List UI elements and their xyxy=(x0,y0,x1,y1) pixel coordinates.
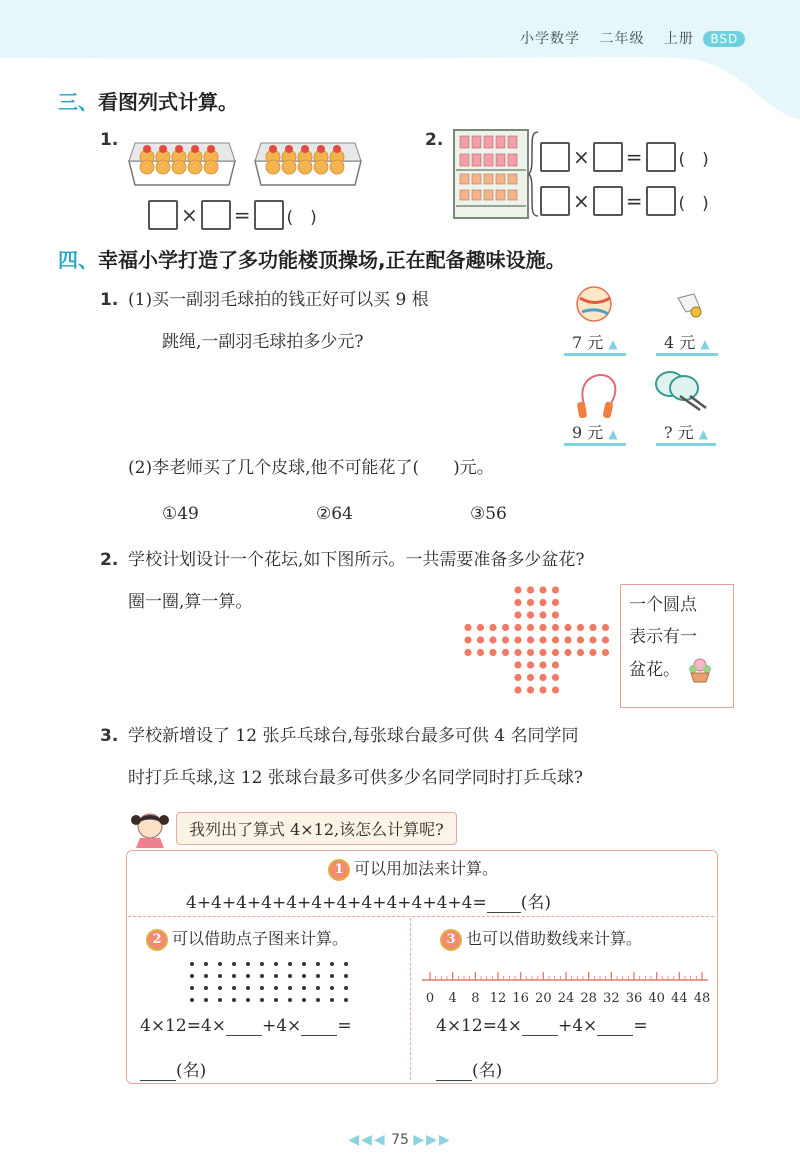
flower-dot xyxy=(589,649,596,656)
answer-blank[interactable] xyxy=(301,1017,337,1036)
curly-brace-icon xyxy=(528,130,540,218)
flower-dot xyxy=(502,649,509,656)
answer-blank[interactable] xyxy=(140,1062,176,1081)
header-volume: 上册 xyxy=(663,31,694,47)
array-dot xyxy=(274,998,278,1002)
array-dot xyxy=(246,998,250,1002)
ball-icon xyxy=(574,284,614,324)
girl-avatar-icon xyxy=(128,808,172,848)
array-dot xyxy=(330,998,334,1002)
section3-title xyxy=(58,86,238,115)
s4-q3-line2: 时打乒乓球,这 12 张球台最多可供多少名同学同时打乒乓球? xyxy=(128,768,583,788)
flower-dot xyxy=(464,649,471,656)
array-dot xyxy=(246,974,250,978)
s4-q2-number: 2. xyxy=(100,550,119,570)
array-dot xyxy=(288,962,292,966)
flower-dot xyxy=(539,686,546,693)
array-dot xyxy=(344,962,348,966)
array-dot xyxy=(316,998,320,1002)
array-dot xyxy=(218,962,222,966)
dot-array-4x12[interactable] xyxy=(186,958,356,1008)
s3-q1-number: 1. xyxy=(100,130,119,150)
flower-dot xyxy=(514,686,521,693)
flower-dot xyxy=(527,611,534,618)
flower-dot xyxy=(514,636,521,643)
answer-box[interactable] xyxy=(254,200,284,230)
answer-blank[interactable] xyxy=(522,1017,558,1036)
array-dot xyxy=(316,962,320,966)
array-dot xyxy=(204,998,208,1002)
array-dot xyxy=(204,986,208,990)
flower-dot xyxy=(477,624,484,631)
section3-number: 三、 xyxy=(58,90,98,114)
method-1-title: 1 可以用加法来计算。 xyxy=(328,856,498,881)
flower-dot xyxy=(477,636,484,643)
array-dot xyxy=(260,974,264,978)
array-dot xyxy=(288,974,292,978)
s3-q1-equation xyxy=(148,200,317,230)
legend-note xyxy=(620,584,734,708)
badminton-racket-icon xyxy=(650,366,710,416)
unit-paren: ( ) xyxy=(678,193,709,214)
array-dot xyxy=(218,974,222,978)
right-arrows-icon: ▶▶▶ xyxy=(413,1132,452,1148)
flower-dot xyxy=(564,636,571,643)
note-line-2: 表示有一 xyxy=(629,627,697,648)
s3-q2-number: 2. xyxy=(425,130,444,150)
number-line-label: 4 xyxy=(448,991,457,1006)
answer-box[interactable] xyxy=(646,142,676,172)
flower-dot xyxy=(527,624,534,631)
flower-dot xyxy=(489,624,496,631)
s4-q1-part2: (2)李老师买了几个皮球,他不可能花了( )元。 xyxy=(128,458,494,478)
answer-box[interactable] xyxy=(593,142,623,172)
equals-sign: = xyxy=(625,145,643,169)
flower-dot xyxy=(552,686,559,693)
shuttlecock-price: 4 元 ▲ xyxy=(656,330,718,356)
divider xyxy=(410,918,411,1080)
flower-dot xyxy=(552,636,559,643)
answer-box[interactable] xyxy=(540,142,570,172)
flower-dot xyxy=(502,624,509,631)
shuttlecock-icon xyxy=(672,290,706,320)
flower-dot xyxy=(602,636,609,643)
flower-dot xyxy=(514,611,521,618)
header-info xyxy=(520,28,759,48)
array-dot xyxy=(190,986,194,990)
array-dot xyxy=(232,986,236,990)
section4-title-text: 幸福小学打造了多功能楼顶操场,正在配备趣味设施。 xyxy=(98,248,566,272)
times-sign: × xyxy=(181,203,198,227)
array-dot xyxy=(330,962,334,966)
array-dot xyxy=(190,998,194,1002)
number-line-label: 16 xyxy=(512,991,529,1006)
flower-dot xyxy=(464,624,471,631)
flower-dot xyxy=(489,649,496,656)
answer-blank[interactable] xyxy=(436,1062,472,1081)
method-1-expression: 4+4+4+4+4+4+4+4+4+4+4+4= (名) xyxy=(186,893,551,913)
speech-bubble: 我列出了算式 4×12,该怎么计算呢? xyxy=(176,812,457,845)
flower-dot xyxy=(539,624,546,631)
flower-dot xyxy=(589,636,596,643)
flower-dot xyxy=(477,649,484,656)
flower-dot xyxy=(552,611,559,618)
note-line-1: 一个圆点 xyxy=(629,595,697,615)
answer-box[interactable] xyxy=(646,186,676,216)
header-grade: 二年级 xyxy=(599,31,645,47)
array-dot xyxy=(302,962,306,966)
flower-dot xyxy=(527,599,534,606)
rope-price: 9 元 ▲ xyxy=(564,420,626,446)
array-dot xyxy=(204,974,208,978)
flower-dot xyxy=(539,661,546,668)
array-dot xyxy=(246,986,250,990)
array-dot xyxy=(316,986,320,990)
section4-number: 四、 xyxy=(58,248,98,272)
number-line-label: 12 xyxy=(489,991,507,1006)
flower-dot xyxy=(577,636,584,643)
array-dot xyxy=(330,974,334,978)
array-dot xyxy=(344,998,348,1002)
array-dot xyxy=(260,962,264,966)
flower-dot xyxy=(564,624,571,631)
s3-q2-equation-1 xyxy=(540,142,709,172)
flower-dot xyxy=(527,636,534,643)
number-line-label: 32 xyxy=(603,991,620,1006)
array-dot xyxy=(190,962,194,966)
magnifier-icon-2: 2 xyxy=(146,929,168,951)
flower-dot xyxy=(602,624,609,631)
answer-blank[interactable] xyxy=(226,1017,262,1036)
flower-dot xyxy=(514,599,521,606)
method-3-answer: (名) xyxy=(436,1056,502,1081)
array-dot xyxy=(232,962,236,966)
s4-q1-part1-line2: 跳绳,一副羽毛球拍多少元? xyxy=(162,332,364,352)
array-dot xyxy=(330,986,334,990)
s4-q2-line1: 学校计划设计一个花坛,如下图所示。一共需要准备多少盆花? xyxy=(128,550,585,570)
flower-dot xyxy=(552,586,559,593)
flower-dot xyxy=(514,661,521,668)
flower-dot xyxy=(539,586,546,593)
magnifier-icon-1: 1 xyxy=(328,859,350,881)
flower-dot xyxy=(552,599,559,606)
flower-dot xyxy=(539,649,546,656)
flower-dot xyxy=(577,649,584,656)
number-line-label: 44 xyxy=(671,991,688,1006)
equals-sign: = xyxy=(233,203,251,227)
method-2-expression: 4×12=4× +4× = xyxy=(140,1016,352,1036)
divider xyxy=(128,916,714,917)
array-dot xyxy=(302,986,306,990)
array-dot xyxy=(260,998,264,1002)
method-2-title: 2 可以借助点子图来计算。 xyxy=(146,926,348,951)
section3-title-text: 看图列式计算。 xyxy=(98,90,238,114)
array-dot xyxy=(246,962,250,966)
flower-dot xyxy=(564,649,571,656)
flower-dot xyxy=(489,636,496,643)
array-dot xyxy=(218,986,222,990)
array-dot xyxy=(190,974,194,978)
number-line-label: 28 xyxy=(580,991,597,1006)
unit-paren: ( ) xyxy=(678,149,709,170)
flower-dot xyxy=(527,661,534,668)
page-number: 75 xyxy=(391,1132,409,1148)
flower-dot xyxy=(539,674,546,681)
s4-q1-part1-line1: (1)买一副羽毛球拍的钱正好可以买 9 根 xyxy=(128,290,429,310)
array-dot xyxy=(274,974,278,978)
page-footer xyxy=(0,1132,800,1148)
s4-q1-number: 1. xyxy=(100,290,119,310)
number-line-label: 40 xyxy=(648,991,665,1006)
array-dot xyxy=(232,974,236,978)
flower-dot xyxy=(552,624,559,631)
jump-rope-icon xyxy=(570,368,624,420)
flower-pot-icon xyxy=(685,657,715,683)
flower-dot xyxy=(502,636,509,643)
array-dot xyxy=(204,962,208,966)
unit-paren: ( ) xyxy=(286,207,317,228)
s4-q2-line2: 圈一圈,算一算。 xyxy=(128,592,253,612)
flower-dot xyxy=(527,586,534,593)
number-line-label: 24 xyxy=(557,991,575,1006)
array-dot xyxy=(218,998,222,1002)
array-dot xyxy=(260,986,264,990)
number-line-label: 48 xyxy=(693,991,711,1006)
answer-blank[interactable] xyxy=(597,1017,633,1036)
array-dot xyxy=(274,962,278,966)
number-line-label: 36 xyxy=(625,991,643,1006)
fruit-tray-illustration xyxy=(125,133,375,189)
number-line-label: 8 xyxy=(471,991,480,1006)
flower-dot xyxy=(552,661,559,668)
flower-dot xyxy=(514,649,521,656)
number-line[interactable] xyxy=(418,968,712,1014)
method-3-expression: 4×12=4× +4× = xyxy=(436,1016,648,1036)
left-arrows-icon: ◀◀◀ xyxy=(348,1132,387,1148)
s4-q3-line1: 学校新增设了 12 张乒乓球台,每张球台最多可供 4 名同学同 xyxy=(128,726,579,746)
array-dot xyxy=(232,998,236,1002)
method-3-title: 3 也可以借助数线来计算。 xyxy=(440,926,642,951)
flowerbed-dot-grid[interactable] xyxy=(460,584,620,704)
option-3[interactable]: ③56 xyxy=(470,504,507,524)
array-dot xyxy=(288,986,292,990)
equals-sign: = xyxy=(625,189,643,213)
flower-dot xyxy=(589,624,596,631)
answer-blank[interactable] xyxy=(487,894,521,913)
vending-shelf-illustration xyxy=(452,128,532,220)
section4-title xyxy=(58,244,566,273)
array-dot xyxy=(344,974,348,978)
flower-dot xyxy=(602,649,609,656)
method-2-answer: (名) xyxy=(140,1056,206,1081)
answer-box[interactable] xyxy=(593,186,623,216)
array-dot xyxy=(288,998,292,1002)
s4-q3-number: 3. xyxy=(100,726,119,746)
flower-dot xyxy=(539,636,546,643)
option-1[interactable]: ①49 xyxy=(162,504,199,524)
header-subject: 小学数学 xyxy=(520,31,580,47)
flower-dot xyxy=(539,599,546,606)
racket-price: ? 元 ▲ xyxy=(656,420,716,446)
number-line-label: 0 xyxy=(425,991,435,1006)
flower-dot xyxy=(514,674,521,681)
ball-price: 7 元 ▲ xyxy=(564,330,626,356)
flower-dot xyxy=(552,674,559,681)
header-badge: BSD xyxy=(703,31,745,47)
times-sign: × xyxy=(573,189,590,213)
flower-dot xyxy=(514,624,521,631)
flower-dot xyxy=(527,649,534,656)
s3-q2-equation-2 xyxy=(540,186,709,216)
answer-box[interactable] xyxy=(201,200,231,230)
flower-dot xyxy=(552,649,559,656)
flower-dot xyxy=(514,586,521,593)
flower-dot xyxy=(464,636,471,643)
option-2[interactable]: ②64 xyxy=(316,504,353,524)
array-dot xyxy=(274,986,278,990)
array-dot xyxy=(302,998,306,1002)
array-dot xyxy=(316,974,320,978)
magnifier-icon-3: 3 xyxy=(440,929,462,951)
flower-dot xyxy=(539,611,546,618)
note-line-3: 盆花。 xyxy=(629,654,725,686)
flower-dot xyxy=(527,686,534,693)
answer-box[interactable] xyxy=(148,200,178,230)
flower-dot xyxy=(577,624,584,631)
times-sign: × xyxy=(573,145,590,169)
array-dot xyxy=(302,974,306,978)
number-line-label: 20 xyxy=(535,991,552,1006)
array-dot xyxy=(344,986,348,990)
flower-dot xyxy=(527,674,534,681)
answer-box[interactable] xyxy=(540,186,570,216)
